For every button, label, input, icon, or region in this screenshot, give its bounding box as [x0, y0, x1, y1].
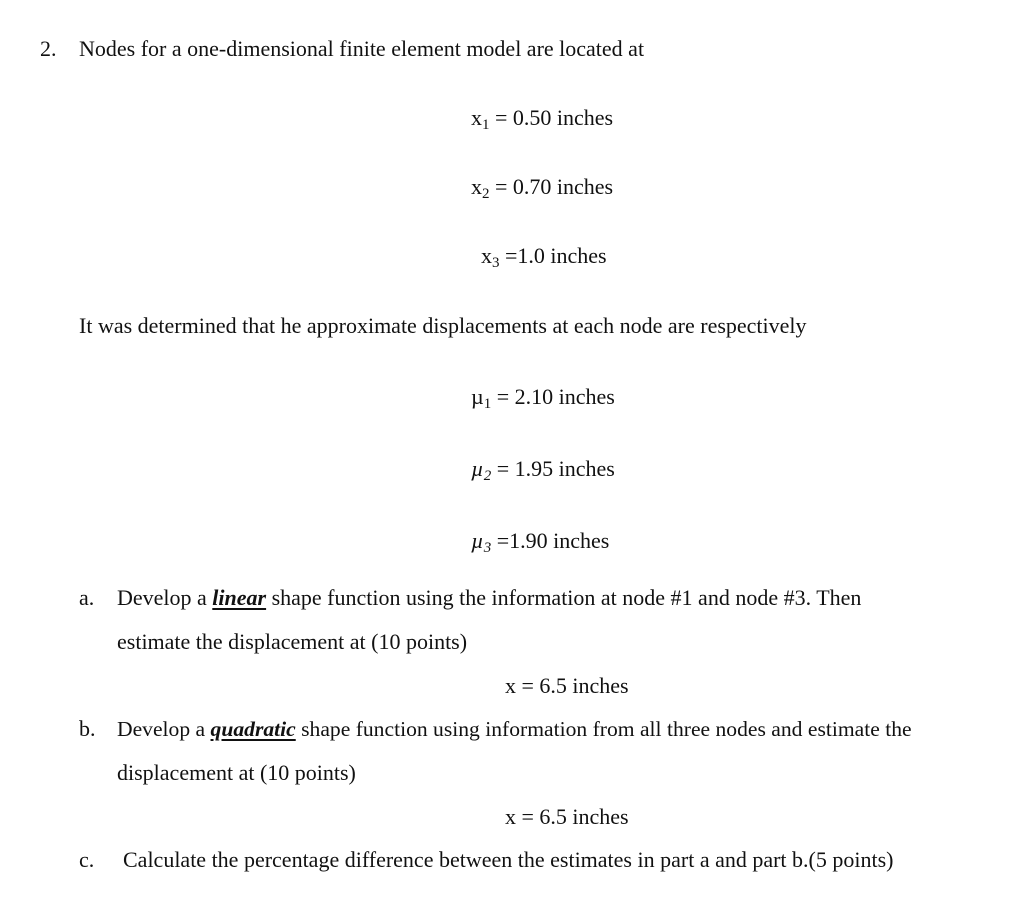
- displacement-intro: It was determined that he approximate displacements at each node are respectively: [79, 313, 807, 338]
- displacement-2-value: = 1.95 inches: [491, 456, 615, 481]
- displacement-3-var: µ: [471, 528, 484, 553]
- part-a-pre: Develop a: [117, 585, 213, 610]
- node-1-equation: [471, 105, 613, 134]
- node-2-value: = 0.70 inches: [489, 174, 614, 199]
- part-a-label: a.: [79, 585, 95, 610]
- node-3-equation: [481, 243, 607, 272]
- displacement-2-var: µ: [471, 456, 484, 481]
- displacement-2-equation: [471, 456, 615, 485]
- part-a-post: shape function using the information at node #1 and node #3. Then: [266, 585, 862, 610]
- node-3-value: =1.0 inches: [499, 243, 607, 268]
- part-b-pre: Develop a: [117, 717, 211, 741]
- displacement-3-equation: [471, 528, 609, 557]
- part-a-line-2: estimate the displacement at (10 points): [117, 629, 468, 654]
- node-1-value: = 0.50 inches: [489, 105, 614, 130]
- displacement-3-sub: 3: [483, 540, 492, 556]
- problem-number: 2.: [40, 36, 57, 61]
- node-2-var: x: [471, 174, 482, 199]
- displacement-1-value: = 2.10 inches: [491, 384, 615, 409]
- displacement-1-equation: [471, 384, 615, 413]
- node-3-var: x: [481, 243, 492, 268]
- part-b-equation: x = 6.5 inches: [505, 804, 629, 829]
- displacement-2-sub: 2: [483, 468, 492, 484]
- displacement-1-var: µ: [471, 384, 484, 409]
- part-b-line-1: [117, 716, 912, 742]
- part-a-line-1: [117, 585, 861, 611]
- node-2-sub: 2: [482, 186, 490, 202]
- displacement-3-value: =1.90 inches: [491, 528, 610, 553]
- part-a-equation: x = 6.5 inches: [505, 673, 629, 698]
- problem-intro: Nodes for a one-dimensional finite element model are located at: [79, 36, 645, 61]
- node-3-sub: 3: [492, 255, 500, 271]
- part-b-emphasis: quadratic: [210, 717, 296, 741]
- part-a-emphasis: linear: [212, 585, 267, 610]
- node-1-sub: 1: [482, 117, 490, 133]
- part-b-post: shape function using information from all three nodes and estimate the: [295, 717, 912, 741]
- node-2-equation: [471, 174, 613, 203]
- part-b-line-2: displacement at (10 points): [117, 760, 356, 785]
- part-b-label: b.: [79, 716, 96, 741]
- node-1-var: x: [471, 105, 482, 130]
- displacement-1-sub: 1: [483, 396, 492, 412]
- part-c-label: c.: [79, 847, 95, 872]
- part-c-text: Calculate the percentage difference between the estimates in part a and part b.(5 points): [123, 847, 894, 872]
